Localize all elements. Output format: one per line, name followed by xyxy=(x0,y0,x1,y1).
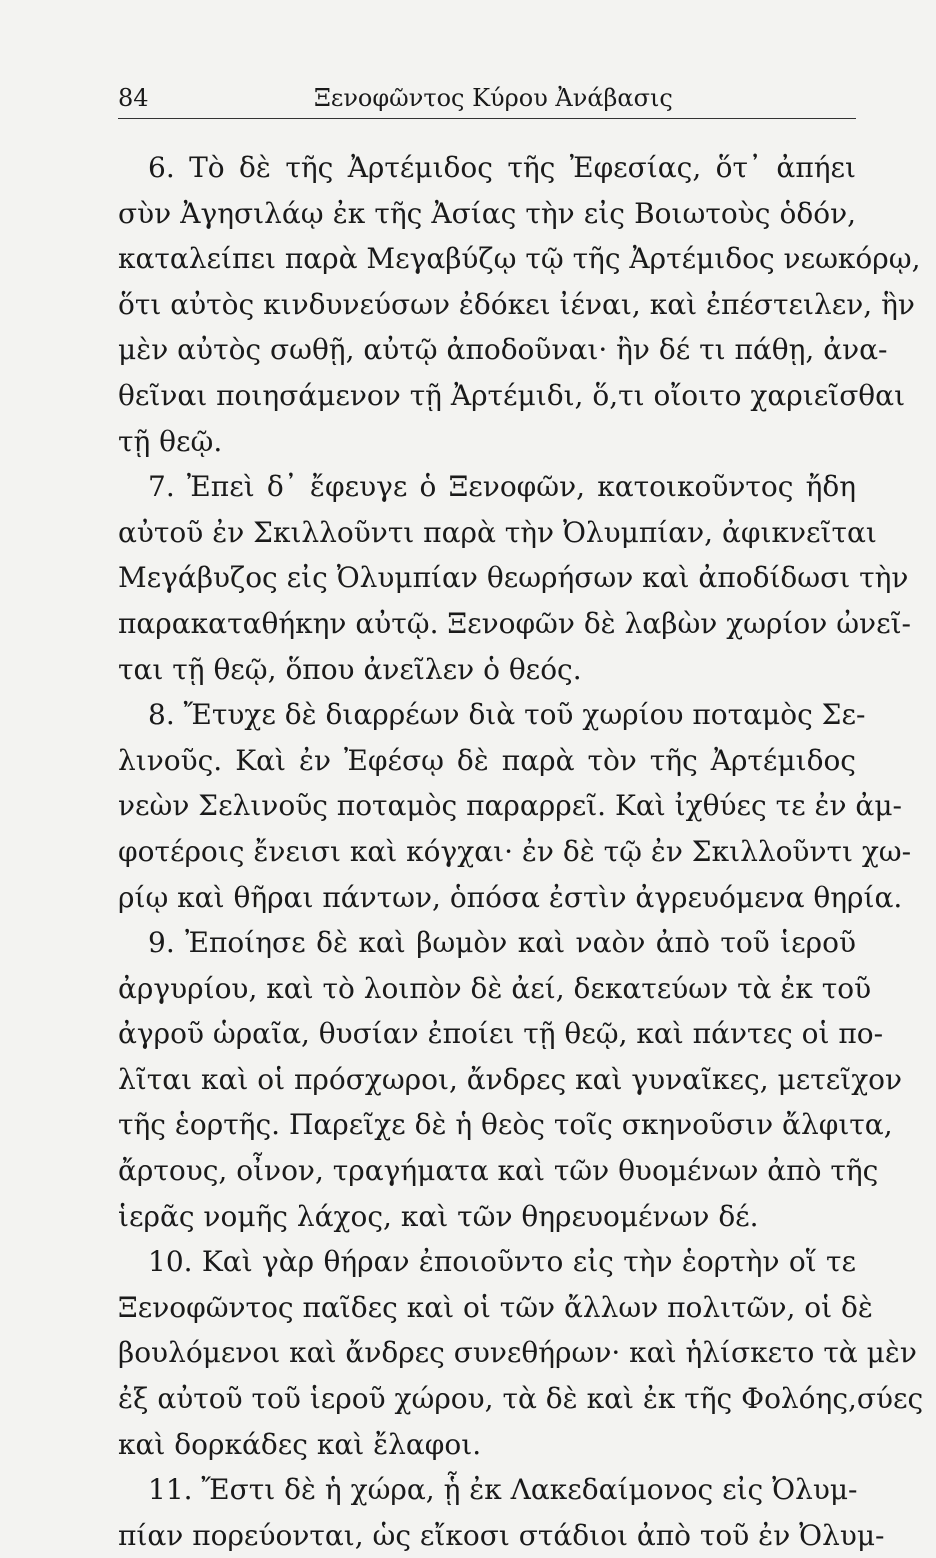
text-line: φοτέροις ἔνεισι καὶ κόγχαι· ἐν δὲ τῷ ἐν Σκιλλοῦντι χω- xyxy=(118,834,912,868)
text-line: βουλόμενοι καὶ ἄνδρες συνεθήρων· καὶ ἡλίσκετο τὰ μὲν xyxy=(118,1336,917,1370)
running-title: Ξενοφῶντος Κύρου Ἀνάβασις xyxy=(314,84,673,112)
text-line: ρίῳ καὶ θῆραι πάντων, ὁπόσα ἐστὶν ἀγρευόμενα θηρία. xyxy=(118,880,903,914)
paragraph-6 xyxy=(118,145,921,464)
text-line: πίαν πορεύονται, ὡς εἴκοσι στάδιοι ἀπὸ τοῦ ἐν Ὀλυμ- xyxy=(118,1518,885,1552)
text-line: σὺν Ἀγησιλάῳ ἐκ τῆς Ἀσίας τὴν εἰς Βοιωτοὺς ὁδόν, xyxy=(118,196,856,230)
text-line: ἄρτους, οἶνον, τραγήματα καὶ τῶν θυομένων ἀπὸ τῆς xyxy=(118,1154,879,1188)
text-line: ἐξ αὐτοῦ τοῦ ἱεροῦ χώρου, τὰ δὲ καὶ ἐκ τῆς Φολόης,σύες xyxy=(118,1382,924,1416)
page-header xyxy=(118,78,856,119)
text-line: θεῖναι ποιησάμενον τῇ Ἀρτέμιδι, ὅ,τι οἴοιτο χαριεῖσθαι xyxy=(118,378,906,412)
paragraph-11 xyxy=(118,1467,885,1558)
text-line: Ξενοφῶντος παῖδες καὶ οἱ τῶν ἄλλων πολιτῶν, οἱ δὲ xyxy=(118,1290,873,1324)
page-number: 84 xyxy=(118,84,149,112)
text-line: ἀργυρίου, καὶ τὸ λοιπὸν δὲ ἀεί, δεκατεύων τὰ ἐκ τοῦ xyxy=(118,971,872,1005)
text-line: λῖται καὶ οἱ πρόσχωροι, ἄνδρες καὶ γυναῖκες, μετεῖχον xyxy=(118,1062,903,1096)
text-line: νεὼν Σελινοῦς ποταμὸς παραρρεῖ. Καὶ ἰχθύες τε ἐν ἀμ- xyxy=(118,789,902,823)
book-page xyxy=(118,78,924,1558)
text-line: 9. Ἐποίησε δὲ καὶ βωμὸν καὶ ναὸν ἀπὸ τοῦ ἱεροῦ xyxy=(148,926,856,960)
paragraph-10 xyxy=(118,1239,924,1467)
text-line: τῇ θεῷ. xyxy=(118,424,223,458)
paragraph-7 xyxy=(118,464,912,692)
text-line: λινοῦς. Καὶ ἐν Ἐφέσῳ δὲ παρὰ τὸν τῆς Ἀρτέμιδος xyxy=(118,743,856,777)
text-line: ἱερᾶς νομῆς λάχος, καὶ τῶν θηρευομένων δέ. xyxy=(118,1199,759,1233)
text-line: ὅτι αὐτὸς κινδυνεύσων ἐδόκει ἰέναι, καὶ ἐπέστειλεν, ἣν xyxy=(118,287,915,321)
text-line: 6. Τὸ δὲ τῆς Ἀρτέμιδος τῆς Ἐφεσίας, ὅτ᾽ ἀπήει xyxy=(148,151,856,184)
text-line: Μεγάβυζος εἰς Ὀλυμπίαν θεωρήσων καὶ ἀποδίδωσι τὴν xyxy=(118,561,909,595)
text-line: καταλείπει παρὰ Μεγαβύζῳ τῷ τῆς Ἀρτέμιδος νεωκόρῳ, xyxy=(118,242,921,276)
text-body xyxy=(118,145,924,1558)
text-line: τῆς ἑορτῆς. Παρεῖχε δὲ ἡ θεὸς τοῖς σκηνοῦσιν ἄλφιτα, xyxy=(118,1108,893,1142)
text-line: 10. Καὶ γὰρ θήραν ἐποιοῦντο εἰς τὴν ἑορτὴν οἵ τε xyxy=(148,1245,856,1279)
text-line: 8. Ἔτυχε δὲ διαρρέων διὰ τοῦ χωρίου ποταμὸς Σε- xyxy=(148,698,866,732)
text-line: 7. Ἐπεὶ δ᾽ ἔφευγε ὁ Ξενοφῶν, κατοικοῦντος ἤδη xyxy=(148,470,856,504)
text-line: μὲν αὐτὸς σωθῇ, αὐτῷ ἀποδοῦναι· ἢν δέ τι πάθῃ, ἀνα- xyxy=(118,333,888,367)
text-line: παρακαταθήκην αὐτῷ. Ξενοφῶν δὲ λαβὼν χωρίον ὠνεῖ- xyxy=(118,606,912,640)
text-line: ται τῇ θεῷ, ὅπου ἀνεῖλεν ὁ θεός. xyxy=(118,652,582,686)
text-line: ἀγροῦ ὡραῖα, θυσίαν ἐποίει τῇ θεῷ, καὶ πάντες οἱ πο- xyxy=(118,1017,884,1051)
text-line: καὶ δορκάδες καὶ ἔλαφοι. xyxy=(118,1427,482,1461)
paragraph-8 xyxy=(118,692,912,920)
text-line: αὐτοῦ ἐν Σκιλλοῦντι παρὰ τὴν Ὀλυμπίαν, ἀφικνεῖται xyxy=(118,515,877,549)
paragraph-9 xyxy=(118,920,903,1239)
text-line: 11. Ἔστι δὲ ἡ χώρα, ᾗ ἐκ Λακεδαίμονος εἰς Ὀλυμ- xyxy=(148,1473,858,1507)
